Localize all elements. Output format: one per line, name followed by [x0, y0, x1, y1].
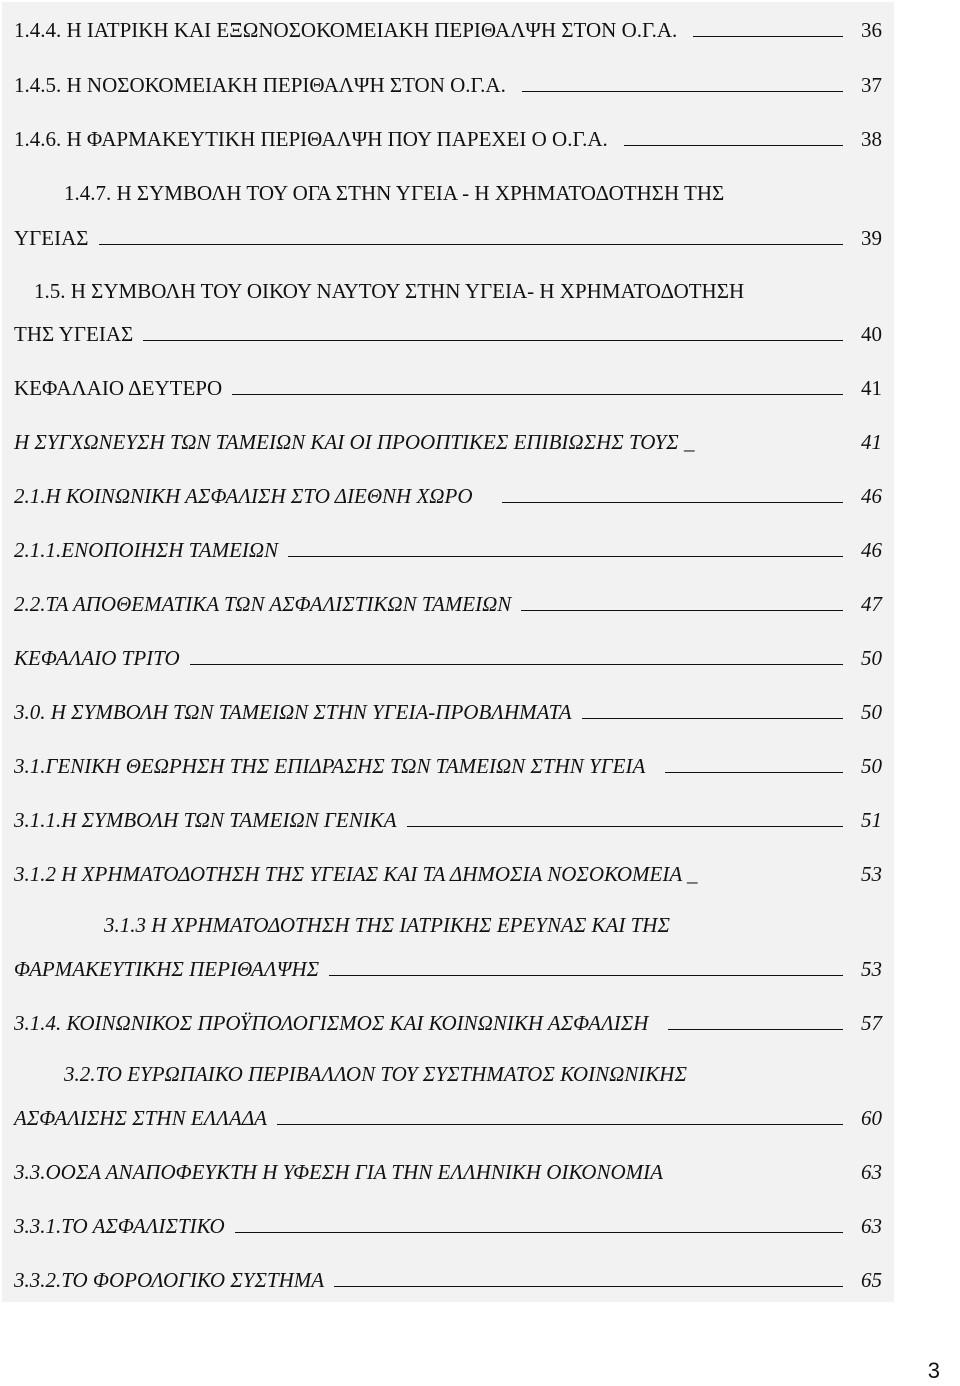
- toc-entry-page: 36: [861, 18, 882, 42]
- toc-entry-page: 41: [861, 376, 882, 400]
- toc-entry-page: 50: [861, 754, 882, 778]
- toc-entry[interactable]: [14, 12, 882, 42]
- toc-entry-title: 1.4.4. Η ΙΑΤΡΙΚΗ ΚΑΙ ΕΞΩΝΟΣΟΚΟΜΕΙΑΚΗ ΠΕΡΙΘΑΛΨΗ ΣΤΟΝ Ο.Γ.Α.: [14, 18, 678, 42]
- toc-entry-title: 3.3.ΟΟΣΑ ΑΝΑΠΟΦΕΥΚΤΗ Η ΥΦΕΣΗ ΓΙΑ ΤΗΝ ΕΛΛΗΝΙΚΗ ΟΙΚΟΝΟΜΙΑ: [14, 1160, 663, 1184]
- toc-entry[interactable]: [14, 1100, 882, 1130]
- toc-entry-page: 39: [861, 226, 882, 250]
- toc-leader: [502, 502, 843, 503]
- toc-entry-title: 1.4.6. Η ΦΑΡΜΑΚΕΥΤΙΚΗ ΠΕΡΙΘΑΛΨΗ ΠΟΥ ΠΑΡΕΧΕΙ Ο Ο.Γ.Α.: [14, 127, 608, 151]
- toc-leader: [288, 556, 843, 557]
- toc-leader: [693, 36, 843, 37]
- toc-entry[interactable]: [64, 1056, 882, 1086]
- toc-leader: [334, 1286, 843, 1287]
- toc-entry-page: 37: [861, 73, 882, 97]
- toc-entry-page: 53: [861, 957, 882, 981]
- toc-entry-title: 3.1.4. ΚΟΙΝΩΝΙΚΟΣ ΠΡΟΫΠΟΛΟΓΙΣΜΟΣ ΚΑΙ ΚΟΙΝΩΝΙΚΗ ΑΣΦΑΛΙΣΗ: [14, 1011, 649, 1035]
- toc-entry-title: 3.1.3 Η ΧΡΗΜΑΤΟΔΟΤΗΣΗ ΤΗΣ ΙΑΤΡΙΚΗΣ ΕΡΕΥΝΑΣ ΚΑΙ ΤΗΣ: [104, 913, 670, 937]
- toc-leader: [624, 145, 843, 146]
- toc-entry[interactable]: [14, 121, 882, 151]
- toc-entry-title: 2.1.Η ΚΟΙΝΩΝΙΚΗ ΑΣΦΑΛΙΣΗ ΣΤΟ ΔΙΕΘΝΗ ΧΩΡΟ: [14, 484, 473, 508]
- toc-entry[interactable]: [14, 424, 882, 454]
- toc-entry[interactable]: [64, 175, 882, 205]
- page-number: 3: [927, 1358, 940, 1383]
- toc-entry-page: 47: [861, 592, 882, 616]
- toc-entry-title: 3.3.2.ΤΟ ΦΟΡΟΛΟΓΙΚΟ ΣΥΣΤΗΜΑ: [14, 1268, 325, 1292]
- toc-entry-title: 3.0. Η ΣΥΜΒΟΛΗ ΤΩΝ ΤΑΜΕΙΩΝ ΣΤΗΝ ΥΓΕΙΑ-ΠΡΟΒΛΗΜΑΤΑ: [14, 700, 572, 724]
- toc-entry-page: 51: [861, 808, 882, 832]
- toc-entry[interactable]: [14, 1154, 882, 1184]
- toc-entry[interactable]: [14, 67, 882, 97]
- toc-entry-title: Η ΣΥΓΧΩΝΕΥΣΗ ΤΩΝ ΤΑΜΕΙΩΝ ΚΑΙ ΟΙ ΠΡΟΟΠΤΙΚΕΣ ΕΠΙΒΙΩΣΗΣ ΤΟΥΣ _: [14, 430, 695, 454]
- toc-entry-title: ΚΕΦΑΛΑΙΟ ΔΕΥΤΕΡΟ: [14, 376, 223, 400]
- toc-entry[interactable]: [104, 907, 882, 937]
- toc-entry-page: 46: [861, 538, 882, 562]
- toc-entry-title: ΚΕΦΑΛΑΙΟ ΤΡΙΤΟ: [14, 646, 180, 670]
- toc-entry[interactable]: [14, 802, 882, 832]
- toc-leader: [582, 718, 843, 719]
- toc-entry-title: 1.4.5. Η ΝΟΣΟΚΟΜΕΙΑΚΗ ΠΕΡΙΘΑΛΨΗ ΣΤΟΝ Ο.Γ.Α.: [14, 73, 506, 97]
- toc-entry-title: 3.2.ΤΟ ΕΥΡΩΠΑΙΚΟ ΠΕΡΙΒΑΛΛΟΝ ΤΟΥ ΣΥΣΤΗΜΑΤΟΣ ΚΟΙΝΩΝΙΚΗΣ: [64, 1062, 687, 1086]
- toc-leader: [668, 1029, 843, 1030]
- toc-entry[interactable]: [14, 532, 882, 562]
- toc-leader: [232, 394, 843, 395]
- toc-entry[interactable]: [14, 586, 882, 616]
- toc-entry-page: 38: [861, 127, 882, 151]
- toc-entry-title: 3.1.1.Η ΣΥΜΒΟΛΗ ΤΩΝ ΤΑΜΕΙΩΝ ΓΕΝΙΚΑ: [14, 808, 397, 832]
- toc-entry-page: 65: [861, 1268, 882, 1292]
- toc-entry-title: 1.5. Η ΣΥΜΒΟΛΗ ΤΟΥ ΟΙΚΟΥ ΝΑΥΤΟΥ ΣΤΗΝ ΥΓΕΙΑ- Η ΧΡΗΜΑΤΟΔΟΤΗΣΗ: [34, 279, 745, 303]
- toc-entry-title: ΑΣΦΑΛΙΣΗΣ ΣΤΗΝ ΕΛΛΑΔΑ: [14, 1106, 268, 1130]
- toc-entry-page: 53: [861, 862, 882, 886]
- toc-leader: [407, 826, 843, 827]
- toc-entry-title: 2.2.ΤΑ ΑΠΟΘΕΜΑΤΙΚΑ ΤΩΝ ΑΣΦΑΛΙΣΤΙΚΩΝ ΤΑΜΕΙΩΝ: [14, 592, 512, 616]
- toc-entry[interactable]: [14, 1005, 882, 1035]
- toc-entry[interactable]: [34, 273, 882, 303]
- toc-entry-page: 60: [861, 1106, 882, 1130]
- toc-entry[interactable]: [14, 640, 882, 670]
- toc-entry-page: 63: [861, 1160, 882, 1184]
- toc-entry[interactable]: [14, 1262, 882, 1292]
- toc-entry[interactable]: [14, 856, 882, 886]
- toc-entry[interactable]: [14, 1208, 882, 1238]
- toc-entry-page: 50: [861, 700, 882, 724]
- toc-entry-title: 2.1.1.ΕΝΟΠΟΙΗΣΗ ΤΑΜΕΙΩΝ: [14, 538, 279, 562]
- toc-leader: [329, 975, 843, 976]
- toc-entry-title: ΦΑΡΜΑΚΕΥΤΙΚΗΣ ΠΕΡΙΘΑΛΨΗΣ: [14, 957, 320, 981]
- toc-entry-page: 63: [861, 1214, 882, 1238]
- toc-leader: [522, 91, 843, 92]
- toc-leader: [277, 1124, 843, 1125]
- toc-entry-title: ΤΗΣ ΥΓΕΙΑΣ: [14, 322, 134, 346]
- toc-leader: [665, 772, 843, 773]
- toc-leader: [521, 610, 843, 611]
- toc-entry[interactable]: [14, 370, 882, 400]
- toc-entry-page: 40: [861, 322, 882, 346]
- toc-entry-title: 3.1.ΓΕΝΙΚΗ ΘΕΩΡΗΣΗ ΤΗΣ ΕΠΙΔΡΑΣΗΣ ΤΩΝ ΤΑΜΕΙΩΝ ΣΤΗΝ ΥΓΕΙΑ: [14, 754, 646, 778]
- toc-entry-page: 41: [861, 430, 882, 454]
- toc-entry[interactable]: [14, 951, 882, 981]
- toc-leader: [190, 664, 843, 665]
- toc-entry-title: 1.4.7. Η ΣΥΜΒΟΛΗ ΤΟΥ ΟΓΑ ΣΤΗΝ ΥΓΕΙΑ - Η ΧΡΗΜΑΤΟΔΟΤΗΣΗ ΤΗΣ: [64, 181, 725, 205]
- toc-entry[interactable]: [14, 748, 882, 778]
- toc-leader: [235, 1232, 843, 1233]
- toc-entry-title: 3.3.1.ΤΟ ΑΣΦΑΛΙΣΤΙΚΟ: [14, 1214, 225, 1238]
- toc-entry-title: 3.1.2 Η ΧΡΗΜΑΤΟΔΟΤΗΣΗ ΤΗΣ ΥΓΕΙΑΣ ΚΑΙ ΤΑ ΔΗΜΟΣΙΑ ΝΟΣΟΚΟΜΕΙΑ _: [14, 862, 698, 886]
- toc-entry-page: 57: [861, 1011, 882, 1035]
- toc-entry-page: 50: [861, 646, 882, 670]
- toc-entry[interactable]: [14, 478, 882, 508]
- toc-leader: [143, 340, 843, 341]
- toc-entry-title: ΥΓΕΙΑΣ: [14, 226, 89, 250]
- toc-entry[interactable]: [14, 220, 882, 250]
- toc-entry[interactable]: [14, 694, 882, 724]
- toc-leader: [99, 244, 843, 245]
- toc-entry[interactable]: [14, 316, 882, 346]
- toc-entry-page: 46: [861, 484, 882, 508]
